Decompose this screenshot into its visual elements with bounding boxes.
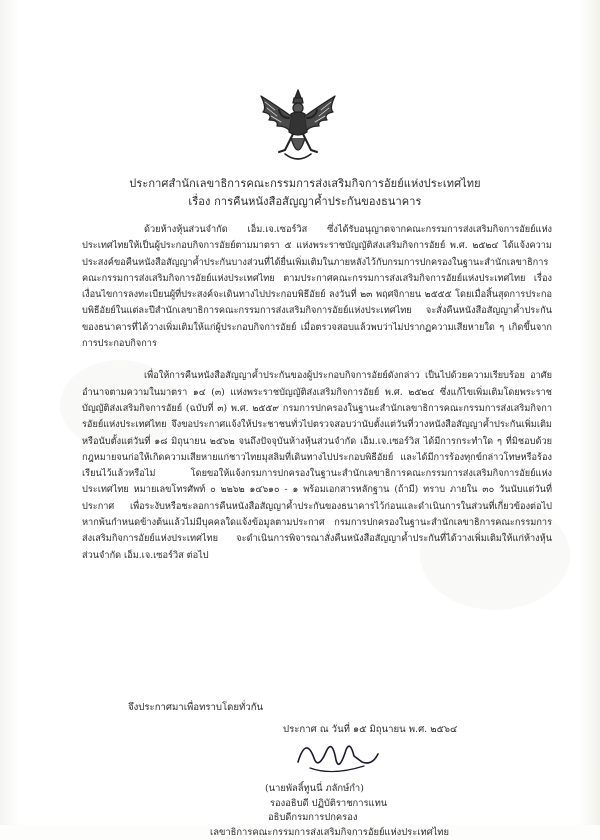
closing-statement: จึงประกาศมาเพื่อทราบโดยทั่วกัน bbox=[128, 700, 263, 715]
announcement-subject: เรื่อง การคืนหนังสือสัญญาค้ำประกันของธนาคาร bbox=[70, 195, 540, 208]
announcement-title: ประกาศสำนักเลขาธิการคณะกรรมการส่งเสริมกิจการอัยย์แห่งประเทศไทย bbox=[70, 177, 540, 190]
announcement-body bbox=[82, 222, 552, 564]
garuda-emblem-icon bbox=[255, 88, 341, 166]
signer-position-3: เลขาธิการคณะกรรมการส่งเสริมกิจการอัยย์แห่งประเทศไทย bbox=[210, 826, 600, 840]
signer-name: (นายพัลลิ์ทูนนี่ ภลักษ์กำ) bbox=[265, 782, 600, 797]
signature-block bbox=[210, 782, 600, 840]
body-paragraph-1: ด้วยห้างหุ้นส่วนจำกัด เอ็ม.เจ.เซอร์วิส ซึ่งได้รับอนุญาตจากคณะกรรมการส่งเสริมกิจการอัยย์แห่งประเทศไทยให้เป็นผู้ประกอบกิจการอัยย์ตามมาตรา ๕ แห่งพระราชบัญญัติส่งเสริมกิจการอัยย์ พ.ศ. ๒๕๒๔ ได้แจ้งความประสงค์ขอคืนหนังสือสัญญาค้ำประกันบางส่วนที่ได้ยื่นเพิ่มเติมในภายหลังไว้กับกรมการปกครองในฐานะสำนักเลขาธิการคณะกรรมการส่งเสริมกิจการอัยย์แห่งประเทศไทย ตามประกาศคณะกรรมการส่งเสริมกิจการอัยย์แห่งประเทศไทย เรื่อง เงื่อนไขการลงทะเบียนผู้ที่ประสงค์จะเดินทางไปประกอบพิธีอัยย์ ลงวันที่ ๒๓ พฤศจิกายน ๒๕๕๕ โดยเมื่อสิ้นสุดการประกอบพิธีอัยย์ในแต่ละปีสำนักเลขาธิการคณะกรรมการส่งเสริมกิจการอัยย์แห่งประเทศไทย จะสั่งคืนหนังสือสัญญาค้ำประกันของธนาคารที่ได้วางเพิ่มเติมให้แก่ผู้ประกอบกิจการอัยย์ เมื่อตรวจสอบแล้วพบว่าไม่ปรากฏความเสียหายใด ๆ เกิดขึ้นจากการประกอบกิจการ bbox=[82, 222, 552, 352]
handwritten-signature bbox=[292, 732, 382, 777]
signer-position-2: อธิบดีกรมการปกครอง bbox=[268, 811, 600, 826]
body-paragraph-2: เพื่อให้การคืนหนังสือสัญญาค้ำประกันของผู้ประกอบกิจการอัยย์ดังกล่าว เป็นไปด้วยความเรียบร้อย อาศัยอำนาจตามความในมาตรา ๑๔ (๓) แห่งพระราชบัญญัติส่งเสริมกิจการอัยย์ พ.ศ. ๒๕๒๔ ซึ่งแก้ไขเพิ่มเติมโดยพระราชบัญญัติส่งเสริมกิจการอัยย์ (ฉบับที่ ๓) พ.ศ. ๒๕๕๙ กรมการปกครองในฐานะสำนักเลขาธิการคณะกรรมการส่งเสริมกิจการอัยย์แห่งประเทศไทย จึงขอประกาศแจ้งให้ประชาชนทั่วไปตรวจสอบว่านับตั้งแต่วันที่วางหนังสือสัญญาค้ำประกันเพิ่มเติม หรือนับตั้งแต่วันที่ ๑๘ มิถุนายน ๒๕๖๒ จนถึงปัจจุบันห้างหุ้นส่วนจำกัด เอ็ม.เจ.เซอร์วิส ได้มีการกระทำใด ๆ ที่มิชอบด้วยกฎหมายจนก่อให้เกิดความเสียหายแก่ชาวไทยมุสลิมที่เดินทางไปประกอบพิธีอัยย์ และได้มีการร้องทุกข์กล่าวโทษหรือร้องเรียนไว้แล้วหรือไม่ โดยขอให้แจ้งกรมการปกครองในฐานะสำนักเลขาธิการคณะกรรมการส่งเสริมกิจการอัยย์แห่งประเทศไทย หมายเลขโทรศัพท์ ๐ ๒๒๖๒ ๑๔๖๑๐ - ๑ พร้อมเอกสารหลักฐาน (ถ้ามี) ทราบ ภายใน ๓๐ วันนับแต่วันที่ประกาศ เพื่อระงับหรือชะลอการคืนหนังสือสัญญาค้ำประกันของธนาคารไว้ก่อนและดำเนินการในส่วนที่เกี่ยวข้องต่อไป หากพ้นกำหนดข้างต้นแล้วไม่มีบุคคลใดแจ้งข้อมูลตามประกาศ กรมการปกครองในฐานะสำนักเลขาธิการคณะกรรมการส่งเสริมกิจการอัยย์แห่งประเทศไทย จะดำเนินการพิจารณาสั่งคืนหนังสือสัญญาค้ำประกันที่ได้วางเพิ่มเติมให้แก่ห้างหุ้นส่วนจำกัด เอ็ม.เจ.เซอร์วิส ต่อไป bbox=[82, 368, 552, 564]
signer-position-1: รองอธิบดี ปฏิบัติราชการแทน bbox=[270, 797, 600, 812]
announcement-date: ประกาศ ณ วันที่ ๑๕ มิถุนายน พ.ศ. ๒๕๖๔ bbox=[283, 722, 457, 737]
